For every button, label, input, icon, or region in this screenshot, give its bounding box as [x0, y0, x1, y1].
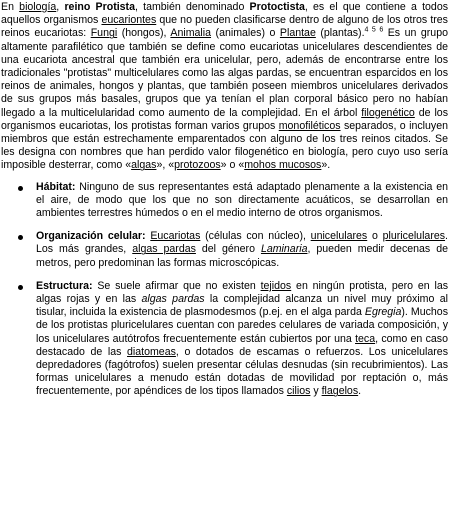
text: separados, o incluyen miembros que están estrechamente emparentados con alguno de los tres reinos citados. Se les designa con nombres que han perdido valor filogenético en biología, pero cuyo uso sería imposible desterrar, como «: [1, 119, 448, 172]
text: .: [358, 385, 362, 398]
list-item-habitat: [1, 181, 448, 221]
list-item-estructura: [1, 280, 448, 399]
text: . Los más grandes,: [36, 230, 448, 256]
link-fungi[interactable]: Fungi: [90, 27, 118, 40]
text: , es el que contiene a todos aquellos organismos: [1, 1, 449, 27]
italic-text: Laminaria: [260, 243, 308, 256]
text: ».: [321, 159, 331, 172]
text: de los organismos eucariotas, los protistas forman varios grupos: [1, 106, 448, 132]
text: ). Muchos de los protistas pluricelulares cuentan con paredes celulares de variada composición, y los unicelulares autótrofos frecuentemente están cubiertos por una: [36, 306, 448, 345]
link-filogenetico[interactable]: filogenético: [361, 106, 415, 119]
text: , como en caso destacado de las: [36, 332, 448, 358]
link-tejidos[interactable]: tejidos: [260, 279, 292, 292]
link-unicelulares[interactable]: unicelulares: [310, 230, 368, 243]
text: (plantas).: [315, 27, 365, 40]
italic-algas-pardas: algas pardas: [141, 293, 205, 306]
term-reino-protista: reino Protista: [64, 1, 135, 13]
link-pluricelulares[interactable]: pluricelulares: [382, 230, 446, 243]
intro-paragraph: [1, 1, 448, 173]
link-protozoos[interactable]: protozoos: [174, 159, 221, 172]
text: , también denominado: [134, 1, 250, 13]
text: (células con núcleo),: [200, 230, 311, 243]
italic-egregia: Egregia: [364, 306, 402, 319]
reference-superscript[interactable]: 4 5 6: [364, 26, 384, 34]
bullet-icon: [18, 186, 23, 191]
text: Es un grupo altamente parafilético que también se define como eucariotas unicelulares descendientes de una eucariota ancestral que también era unicelular, pero, además de encontrarse entre los tradicionales "protistas" multicelulares como las algas pardas, se encuentran esparcidos en los reinos de animales, hongos y plantas, que también poseen miembros unicelulares derivados de sus grupos más basales, grupos que ya tenían el plan corporal básico pero no habían llegado a la multicelularidad como aumento de la complejidad. En el árbol: [1, 27, 448, 119]
link-algas[interactable]: algas: [131, 159, 157, 172]
text: En: [1, 1, 20, 13]
link-algas-pardas[interactable]: algas pardas: [132, 243, 196, 256]
term-protoctista: Protoctista: [249, 1, 305, 13]
bullet-icon: [18, 235, 23, 240]
features-list: [1, 181, 448, 399]
link-biologia[interactable]: biología: [19, 1, 57, 13]
text: la complejidad alcanza un nivel muy próximo al tisular, incluida la existencia de plasmodesmos (p.ej. en el alga parda: [36, 293, 448, 319]
item-label: Organización celular:: [36, 230, 146, 243]
link-laminaria[interactable]: [261, 243, 308, 255]
link-teca[interactable]: teca: [355, 332, 376, 345]
text: (hongos),: [117, 27, 171, 40]
text: del género: [195, 243, 261, 256]
text: que no pueden clasificarse dentro de alguno de los otros tres reinos eucariotas:: [1, 14, 448, 40]
link-eucariontes[interactable]: eucariontes: [101, 14, 157, 27]
text: y: [310, 385, 322, 398]
link-animalia[interactable]: Animalia: [170, 27, 212, 40]
link-flagelos[interactable]: flagelos: [321, 385, 359, 398]
item-label: Estructura:: [36, 279, 93, 292]
link-monofileticos[interactable]: monofiléticos: [278, 119, 341, 132]
text: », «: [156, 159, 175, 172]
list-item-organizacion: [1, 230, 448, 270]
link-eucariotas[interactable]: Eucariotas: [150, 230, 201, 243]
link-diatomeas[interactable]: diatomeas: [127, 345, 176, 358]
text: » o «: [220, 159, 245, 172]
text: , o dotados de escamas o refuerzos. Los unicelulares depredadores (fagótrofos) suelen presentar células desnudas (sin recubrimientos). Las formas unicelulares a menudo están dotadas de movilidad por reptación o, más frecuentemente, por apéndices de los tipos llamados: [36, 345, 448, 398]
item-text: Ninguno de sus representantes está adaptado plenamente a la existencia en el aire, de modo que los que no son directamente acuáticos, se desarrollan en ambientes terrestres húmedos o en el medio interno de otros organismos.: [36, 180, 448, 220]
text: ,: [56, 1, 65, 13]
text: o: [367, 230, 383, 243]
text: Se suele afirmar que no existen: [92, 279, 261, 292]
link-mohos-mucosos[interactable]: mohos mucosos: [244, 159, 322, 172]
item-label: Hábitat:: [36, 180, 76, 193]
link-plantae[interactable]: Plantae: [279, 27, 316, 40]
text: (animales) o: [211, 27, 280, 40]
text: , pueden medir decenas de metros, pero predominan las formas microscópicas.: [36, 243, 448, 269]
bullet-icon: [18, 285, 23, 290]
text: en ningún protista, pero en las algas rojas y en las: [36, 279, 449, 306]
link-cilios[interactable]: cilios: [286, 385, 311, 398]
